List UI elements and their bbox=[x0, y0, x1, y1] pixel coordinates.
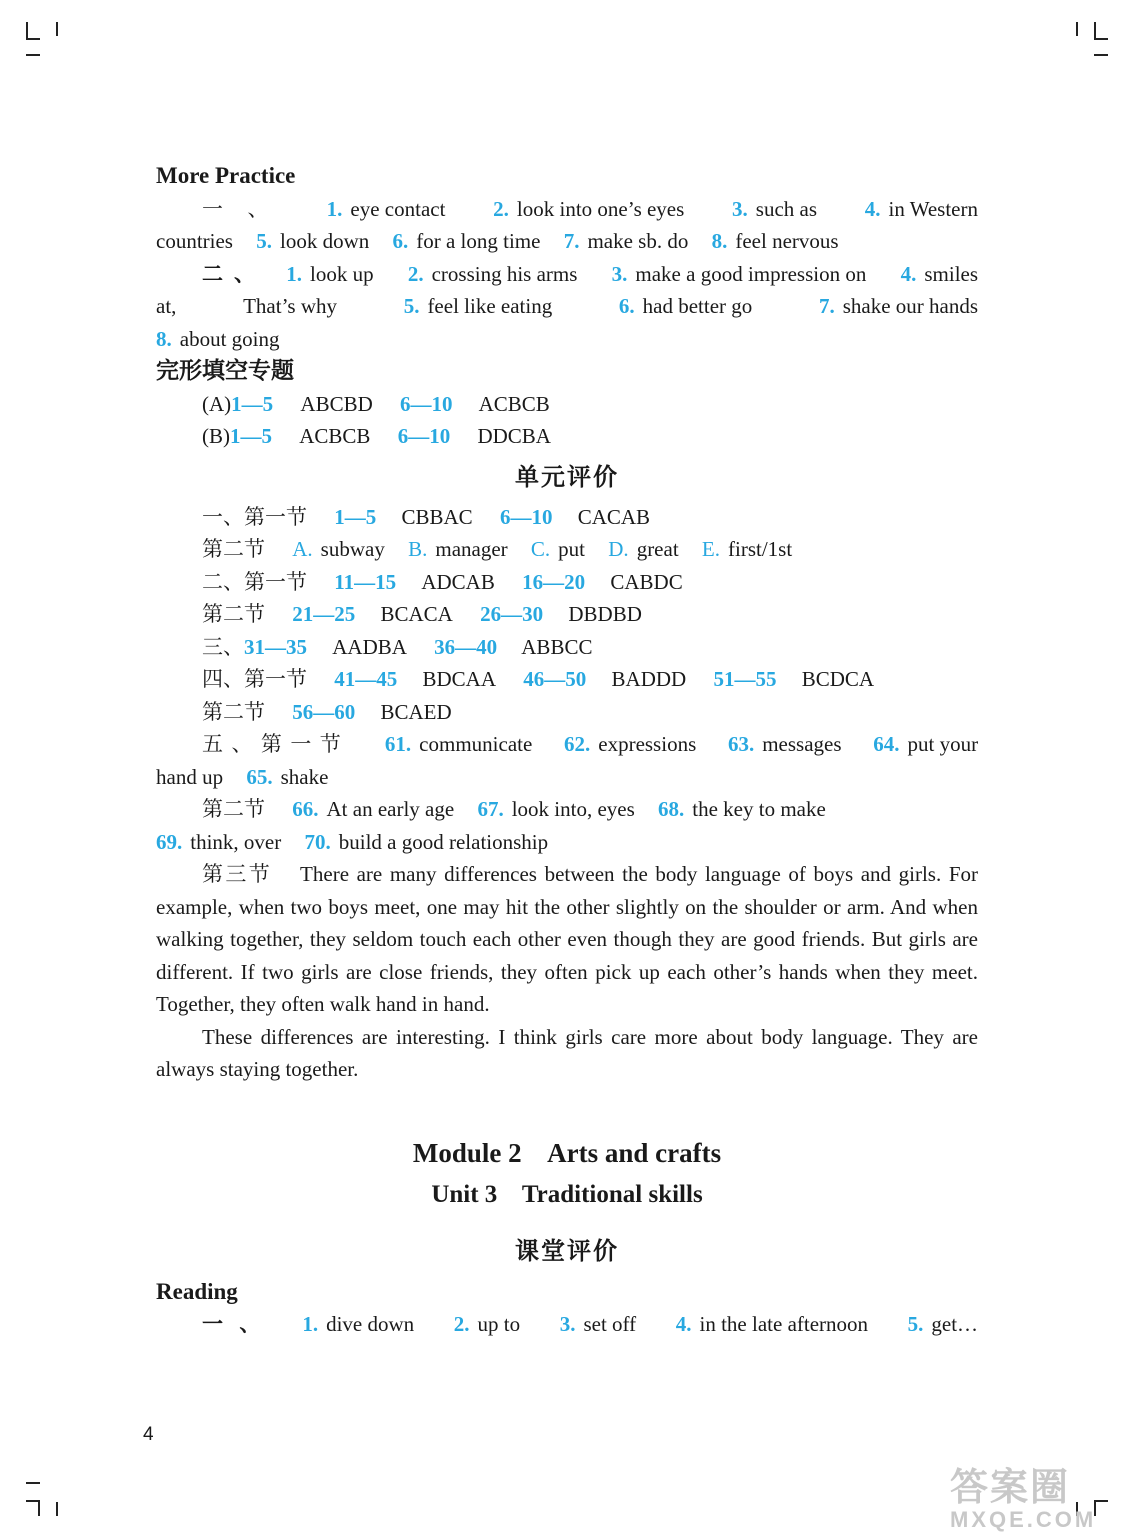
answer-line: 四、第一节 41—45 BDCAA 46—50 BADDD 51—55 BCDCA bbox=[202, 667, 875, 691]
answer-line: 五、第一节 61. communicate 62. expressions 63. messages 64. put your bbox=[156, 728, 978, 761]
answer-item: 61. communicate bbox=[384, 732, 533, 756]
answer-line bbox=[156, 225, 978, 258]
crop-mark-top-left bbox=[26, 54, 40, 56]
answer-item: 1. dive down bbox=[302, 1312, 415, 1336]
answer-item: That’s why bbox=[243, 294, 337, 318]
answer-line: 第二节 A. subway B. manager C. put D. great E. first/1st bbox=[156, 533, 978, 566]
section-heading-class-eval: 课堂评价 bbox=[515, 1238, 619, 1265]
answer-line bbox=[156, 323, 978, 356]
crop-mark-top-right bbox=[1094, 38, 1108, 40]
answer-line bbox=[156, 826, 978, 859]
answer-item: 3. make a good impression on bbox=[611, 261, 867, 286]
answer-item: 4. smiles bbox=[900, 261, 978, 286]
answer-item: 63. messages bbox=[727, 732, 842, 756]
answer-item: 6. for a long time bbox=[392, 229, 541, 253]
answer-item: C. put bbox=[530, 537, 586, 561]
watermark-url: MXQE.COM bbox=[950, 1507, 1097, 1532]
answer-line: 一、第一节 1—5 CBBAC 6—10 CACAB bbox=[202, 504, 651, 529]
essay-paragraph: 第三节 There are many differences between the body language of boys and girls. For example, when two boys meet, one may hit the other slightly on the shoulder or arm. And when walking together, they seldom touch each other even though they are good friends. But girls are different. If two girls are close friends, they often pick up each other’s hands when they meet. Together, they often walk hand in hand. bbox=[156, 862, 978, 1016]
crop-mark-top-left bbox=[26, 38, 40, 40]
answer-item: 6. had better go bbox=[618, 294, 753, 318]
answer-item: 3. such as bbox=[732, 196, 818, 221]
answer-item: 3. set off bbox=[559, 1312, 637, 1336]
answer-content bbox=[156, 160, 978, 1341]
answer-item: B. manager bbox=[408, 537, 508, 561]
answer-line: 三、31—35 AADBA 36—40 ABBCC bbox=[202, 634, 593, 659]
answer-line: 二、 1. look up 2. crossing his arms 3. make a good impression on 4. smiles bbox=[156, 258, 978, 291]
watermark-logo bbox=[950, 1456, 1110, 1532]
answer-item: 2. look into one’s eyes bbox=[493, 196, 685, 221]
answer-item: 69. think, over bbox=[156, 829, 282, 854]
answer-item: hand up bbox=[156, 764, 224, 789]
answer-item: 5. feel like eating bbox=[403, 294, 553, 318]
answer-line: 一、 1. dive down 2. up to 3. set off 4. in the late afternoon 5. get… bbox=[156, 1308, 978, 1341]
section-heading-reading: Reading bbox=[156, 1278, 238, 1304]
crop-mark-top-left bbox=[56, 22, 58, 36]
answer-item: 64. put your bbox=[873, 732, 978, 756]
watermark-text: 答案圈 bbox=[950, 1467, 1071, 1509]
crop-mark-top-right bbox=[1076, 22, 1078, 36]
answer-item: 5. get… bbox=[907, 1312, 978, 1336]
answer-line bbox=[156, 290, 978, 323]
module-title: Module 2 Arts and crafts bbox=[412, 1137, 722, 1168]
crop-mark-bottom-left bbox=[38, 1500, 40, 1516]
answer-item: 5. look down bbox=[256, 229, 370, 253]
answer-item: 8. about going bbox=[156, 326, 280, 351]
answer-item: at, bbox=[156, 294, 177, 318]
answer-item: 1. eye contact bbox=[326, 196, 446, 221]
section-heading-cloze: 完形填空专题 bbox=[156, 358, 294, 383]
section-heading-more-practice: More Practice bbox=[156, 163, 296, 188]
answer-item: 7. make sb. do bbox=[563, 229, 689, 253]
answer-item: 68. the key to make bbox=[658, 797, 826, 821]
page-number: 4 bbox=[143, 1424, 154, 1445]
answer-item: 7. shake our hands bbox=[818, 294, 978, 318]
essay-paragraph: These differences are interesting. I think girls care more about body language. They are always staying together. bbox=[156, 1024, 978, 1081]
unit-title: Unit 3 Traditional skills bbox=[431, 1180, 703, 1208]
answer-line: 二、第一节 11—15 ADCAB 16—20 CABDC bbox=[202, 569, 683, 594]
crop-mark-top-left bbox=[26, 22, 28, 38]
answer-line: (A)1—5 ABCBD 6—10 ACBCB bbox=[202, 391, 550, 416]
answer-item: 4. in the late afternoon bbox=[675, 1312, 869, 1336]
answer-item: 67. look into, eyes bbox=[477, 797, 635, 821]
answer-item: 8. feel nervous bbox=[711, 229, 839, 253]
answer-item: 70. build a good relationship bbox=[304, 829, 549, 854]
answer-item: 66. At an early age bbox=[292, 797, 455, 821]
answer-item: A. subway bbox=[292, 537, 385, 561]
answer-item: 62. expressions bbox=[564, 732, 697, 756]
answer-item: E. first/1st bbox=[701, 537, 793, 561]
answer-line bbox=[156, 761, 978, 794]
crop-mark-top-right bbox=[1094, 54, 1108, 56]
section-heading-unit-eval: 单元评价 bbox=[515, 464, 619, 491]
answer-line: 第二节 21—25 BCACA 26—30 DBDBD bbox=[202, 602, 642, 626]
answer-line: 一、 1. eye contact 2. look into one’s eyes 3. such as 4. in Western bbox=[156, 193, 978, 226]
answer-line: 第二节 66. At an early age 67. look into, eyes 68. the key to make bbox=[156, 793, 978, 826]
answer-item: 2. up to bbox=[453, 1312, 521, 1336]
answer-item: D. great bbox=[608, 537, 679, 561]
crop-mark-bottom-left bbox=[56, 1502, 58, 1516]
answer-line: (B)1—5 ACBCB 6—10 DDCBA bbox=[202, 424, 551, 448]
answer-item: countries bbox=[156, 229, 233, 253]
answer-item: 65. shake bbox=[246, 764, 329, 789]
answer-item: 2. crossing his arms bbox=[407, 261, 578, 286]
answer-item: 1. look up bbox=[286, 261, 374, 286]
crop-mark-top-right bbox=[1094, 22, 1096, 38]
answer-line: 第二节 56—60 BCAED bbox=[202, 699, 452, 724]
crop-mark-bottom-left bbox=[26, 1482, 40, 1484]
answer-item: 4. in Western bbox=[864, 196, 978, 221]
